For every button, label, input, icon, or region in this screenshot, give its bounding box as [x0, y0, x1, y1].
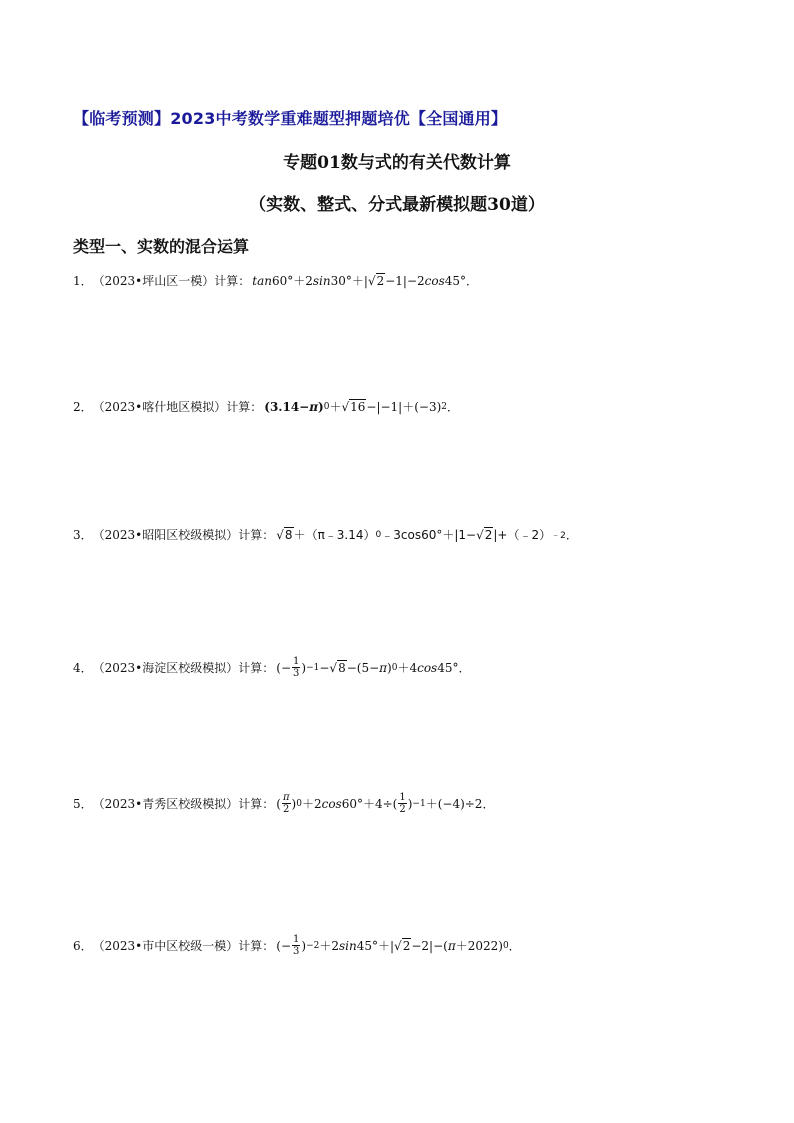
section-heading: 类型一、实数的混合运算 — [73, 237, 250, 256]
problem-number: 5． — [73, 797, 93, 811]
problem-source: （2023•昭阳区校级模拟）计算： — [92, 528, 275, 542]
problem-2 — [73, 398, 459, 415]
problem-expression: √ 8 ＋（π﹣3.14） 0 ﹣3cos60°＋|1−√ 2 |+（﹣2） ﹣2 ． — [276, 527, 578, 542]
document-subtitle: （实数、整式、分式最新模拟题30道） — [249, 195, 545, 215]
problem-number: 2． — [73, 400, 93, 414]
problem-source: （2023•坪山区一模）计算： — [92, 274, 251, 288]
problem-1 — [73, 272, 478, 289]
problem-expression: tan 60°＋2 sin 30°＋|√ 2 −1|−2 cos 45°． — [252, 273, 479, 288]
problem-source: （2023•喀什地区模拟）计算： — [92, 400, 263, 414]
problem-expression: (3.14−π) 0 ＋√ 16 −|−1|＋(−3) 2 ． — [264, 399, 460, 414]
problem-number: 1． — [73, 274, 93, 288]
problem-number: 6． — [73, 939, 93, 953]
problem-expression: (− $\frac{1}{3}$ ) −1 −√ 8 −(5− π ) 0 ＋4 cos 45°． — [276, 656, 471, 679]
problem-source: （2023•海淀区校级模拟）计算： — [92, 661, 275, 675]
problem-expression: (− $\frac{1}{3}$ ) −2 ＋2 sin 45°＋|√ 2 −2|−( π ＋2022) 0 ． — [276, 934, 521, 957]
problem-number: 4． — [73, 661, 93, 675]
problem-number: 3． — [73, 528, 93, 542]
banner-title: 【临考预测】2023中考数学重难题型押题培优【全国通用】 — [73, 109, 508, 128]
problem-source: （2023•市中区校级一模）计算： — [92, 939, 275, 953]
problem-3 — [73, 526, 578, 543]
problem-5 — [73, 792, 494, 815]
document-title: 专题01数与式的有关代数计算 — [283, 153, 511, 173]
problem-expression: ( $\frac{\pi}{2}$ ) 0 ＋2 cos 60°＋4÷( $\frac{1}{2}$ ) −1 ＋(−4)÷2． — [276, 792, 495, 815]
problem-source: （2023•青秀区校级模拟）计算： — [92, 797, 275, 811]
problem-4 — [73, 656, 470, 679]
problem-6 — [73, 934, 521, 957]
